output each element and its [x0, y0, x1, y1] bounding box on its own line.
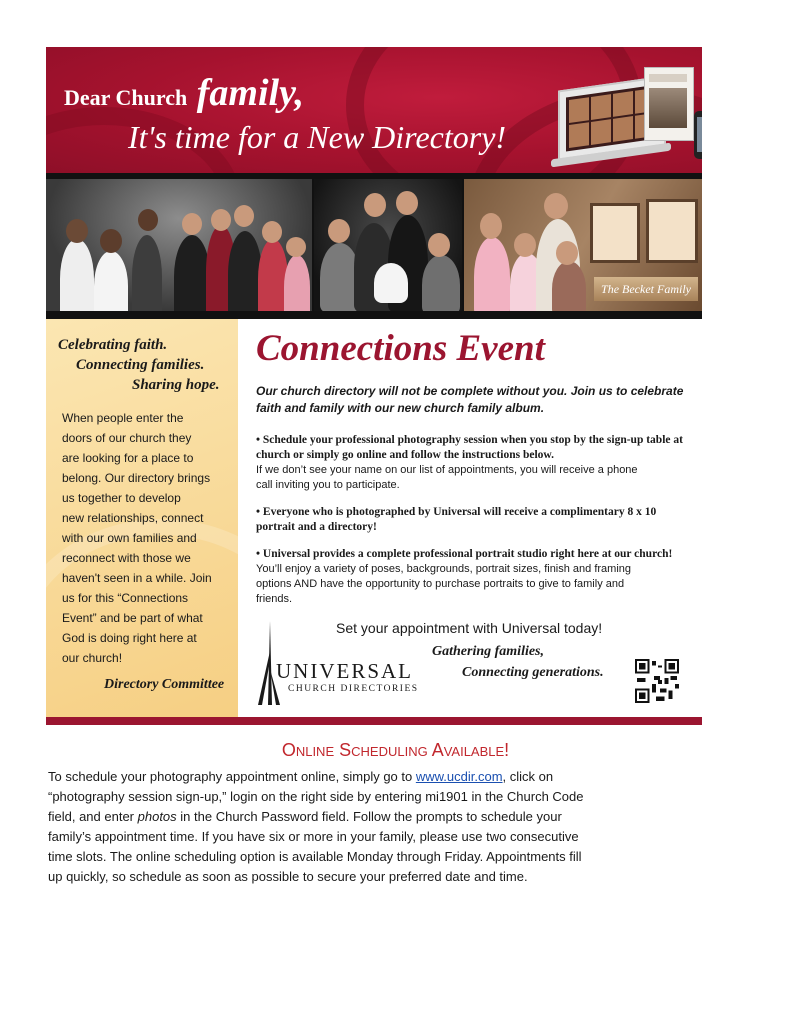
intro-line: faith and family with our new church family album. — [256, 401, 545, 415]
online-line: time slots. The online scheduling option is available Monday through Friday. Appointments fill — [48, 849, 582, 864]
header-banner — [46, 47, 702, 173]
body-line: our church! — [62, 651, 123, 665]
phone-illustration — [694, 111, 702, 159]
dear-church-text: Dear Church — [64, 85, 188, 110]
bullet-bold-line: portrait and a directory! — [256, 521, 377, 533]
bullet-studio — [256, 547, 696, 607]
online-scheduling-heading: Online Scheduling Available! — [281, 740, 510, 760]
online-text: in the Church Password field. Follow the prompts to schedule your — [176, 809, 562, 824]
bullet-line: friends. — [256, 593, 293, 605]
online-line: family’s appointment time. If you have six or more in your family, please use two consecutive — [48, 829, 579, 844]
tagline-line: Celebrating faith. — [58, 337, 168, 353]
body-line: reconnect with those we — [62, 551, 191, 565]
tagline-line: Sharing hope. — [132, 377, 220, 393]
committee-signature: Directory Committee — [104, 677, 225, 692]
event-title: Connections Event — [256, 328, 545, 369]
online-line — [48, 807, 748, 827]
appointment-callout: Set your appointment with Universal today! — [336, 620, 603, 636]
family-photo-3 — [464, 179, 702, 311]
family-name-plaque: The Becket Family — [594, 277, 698, 301]
universal-logo-sub: CHURCH DIRECTORIES — [288, 684, 419, 694]
bullet-bold-line: • Schedule your professional photography session when you stop by the sign-up table at — [256, 434, 683, 446]
bullet-complimentary — [256, 505, 696, 535]
body-line: belong. Our directory brings — [62, 471, 211, 485]
body-line: God is doing right here at — [62, 631, 197, 645]
bullet-bold-line: • Universal provides a complete professional portrait studio right here at our church! — [256, 548, 673, 560]
family-photo-2 — [314, 179, 462, 311]
header-greeting — [64, 71, 304, 115]
family-photo-1 — [46, 179, 312, 311]
body-line: When people enter the — [62, 411, 184, 425]
online-text: field, and enter — [48, 809, 138, 824]
bullet-line: call inviting you to participate. — [256, 479, 400, 491]
bullet-bold-line: • Everyone who is photographed by Universal will receive a complimentary 8 x 10 — [256, 506, 657, 518]
online-line: up quickly, so schedule as soon as possible to secure your preferred date and time. — [48, 869, 528, 884]
body-line: are looking for a place to — [62, 451, 194, 465]
ucdir-link[interactable]: www.ucdir.com — [415, 769, 503, 784]
bullet-line: If we don’t see your name on our list of appointments, you will receive a phone — [256, 464, 638, 476]
bullet-line: options AND have the opportunity to purchase portraits to give to family and — [256, 578, 625, 590]
body-line: us together to develop — [62, 491, 181, 505]
directory-book-illustration — [644, 67, 694, 141]
body-line: doors of our church they — [62, 431, 192, 445]
online-line: “photography session sign-up,” login on the right side by entering mi1901 in the Church Code — [48, 789, 584, 804]
bullet-bold-line: church or simply go online and follow the instructions below. — [256, 449, 554, 461]
bullet-line: You’ll enjoy a variety of poses, backgrounds, portrait sizes, finish and framing — [256, 563, 632, 575]
body-line: Event” and be part of what — [62, 611, 203, 625]
family-photo-strip — [46, 173, 702, 319]
body-line: haven't seen in a while. Join — [62, 571, 212, 585]
body-line: with our own families and — [62, 531, 197, 545]
bullet-schedule — [256, 433, 696, 493]
bottom-accent-bar — [46, 717, 702, 725]
header-subtitle: It's time for a New Directory! — [128, 119, 507, 155]
left-sidebar — [46, 319, 238, 717]
intro-line: Our church directory will not be complete without you. Join us to celebrate — [256, 384, 684, 398]
event-panel — [238, 319, 702, 717]
sidebar-body — [62, 408, 234, 668]
body-line: new relationships, connect — [62, 511, 204, 525]
online-text: To schedule your photography appointment online, simply go to — [48, 769, 416, 784]
tagline-line: Connecting families. — [76, 357, 205, 373]
online-scheduling-body — [48, 767, 748, 887]
body-line: us for this “Connections — [62, 591, 189, 605]
slogan-line: Gathering families, — [432, 644, 545, 659]
slogan-line: Connecting generations. — [462, 665, 604, 680]
universal-logo-word: UNIVERSAL — [276, 659, 413, 683]
event-intro — [256, 383, 696, 417]
online-text: , click on — [502, 769, 554, 784]
online-line — [48, 767, 748, 787]
qr-code-icon — [635, 659, 679, 703]
password-word: photos — [137, 809, 177, 824]
family-text: family, — [196, 72, 305, 114]
